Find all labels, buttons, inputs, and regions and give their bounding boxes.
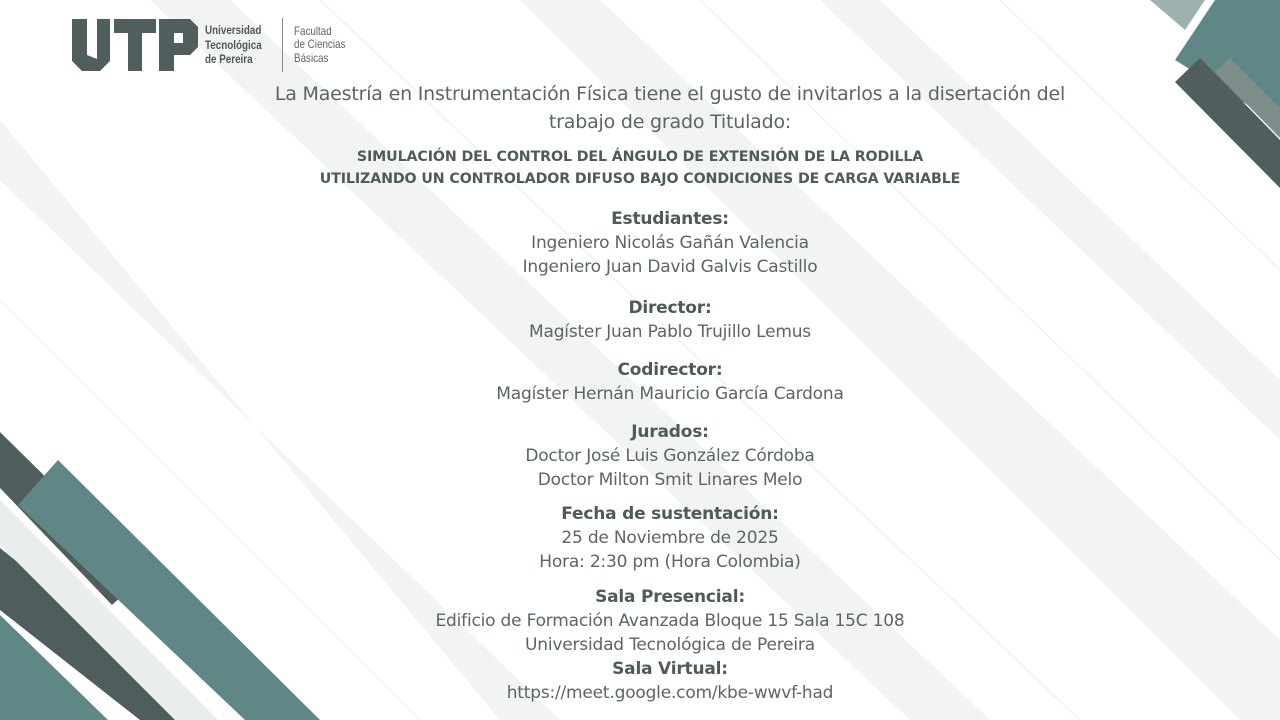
in-person-building: Edificio de Formación Avanzada Bloque 15 Sala 15C 108 [435, 611, 905, 631]
defense-label: Fecha de sustentación: [561, 504, 779, 524]
student-name-1: Ingeniero Nicolás Gañán Valencia [531, 233, 809, 253]
students-section [250, 207, 1090, 279]
in-person-label: Sala Presencial: [595, 587, 745, 607]
director-section [250, 296, 1090, 344]
jury-section [250, 420, 1090, 492]
defense-date: 25 de Noviembre de 2025 [561, 528, 779, 548]
thesis-title-line-2: UTILIZANDO UN CONTROLADOR DIFUSO BAJO CONDICIONES DE CARGA VARIABLE [319, 171, 961, 187]
jury-name-1: Doctor José Luis González Córdoba [525, 446, 815, 466]
student-name-2: Ingeniero Juan David Galvis Castillo [522, 257, 818, 277]
faculty-name [294, 25, 345, 66]
director-label: Director: [628, 298, 712, 318]
logo-univ-line-3: de Pereira [205, 52, 253, 67]
virtual-section [250, 657, 1090, 705]
thesis-title [210, 146, 1070, 190]
codirector-section [250, 358, 1090, 406]
director-name: Magíster Juan Pablo Trujillo Lemus [529, 322, 811, 342]
corner-shape-top-right-light [1150, 0, 1205, 30]
logo-univ-line-1: Universidad [205, 23, 262, 38]
virtual-meeting-link[interactable]: https://meet.google.com/kbe-wwvf-had [506, 683, 834, 703]
jury-label: Jurados: [631, 422, 709, 442]
utp-logo [70, 17, 357, 73]
in-person-institution: Universidad Tecnológica de Pereira [525, 635, 815, 655]
logo-fac-line-2: de Ciencias [294, 37, 346, 52]
logo-divider [282, 18, 283, 72]
in-person-section [250, 585, 1090, 657]
codirector-name: Magíster Hernán Mauricio García Cardona [496, 384, 844, 404]
intro-text: La Maestría en Instrumentación Física tiene el gusto de invitarlos a la disertación del trabajo de grado Titulado: [274, 83, 1066, 133]
virtual-label: Sala Virtual: [612, 659, 728, 679]
defense-time: Hora: 2:30 pm (Hora Colombia) [539, 552, 801, 572]
jury-name-2: Doctor Milton Smit Linares Melo [537, 470, 803, 490]
logo-fac-line-1: Facultad [294, 23, 332, 38]
codirector-label: Codirector: [617, 360, 723, 380]
logo-univ-line-2: Tecnológica [205, 37, 262, 52]
thesis-title-line-1: SIMULACIÓN DEL CONTROL DEL ÁNGULO DE EXTENSIÓN DE LA RODILLA [356, 149, 924, 165]
defense-section [250, 502, 1090, 574]
logo-fac-line-3: Básicas [294, 50, 329, 65]
invitation-content [250, 80, 1090, 705]
utp-logo-mark [70, 17, 200, 73]
utp-logo-university-name [205, 23, 272, 67]
students-label: Estudiantes: [611, 209, 729, 229]
